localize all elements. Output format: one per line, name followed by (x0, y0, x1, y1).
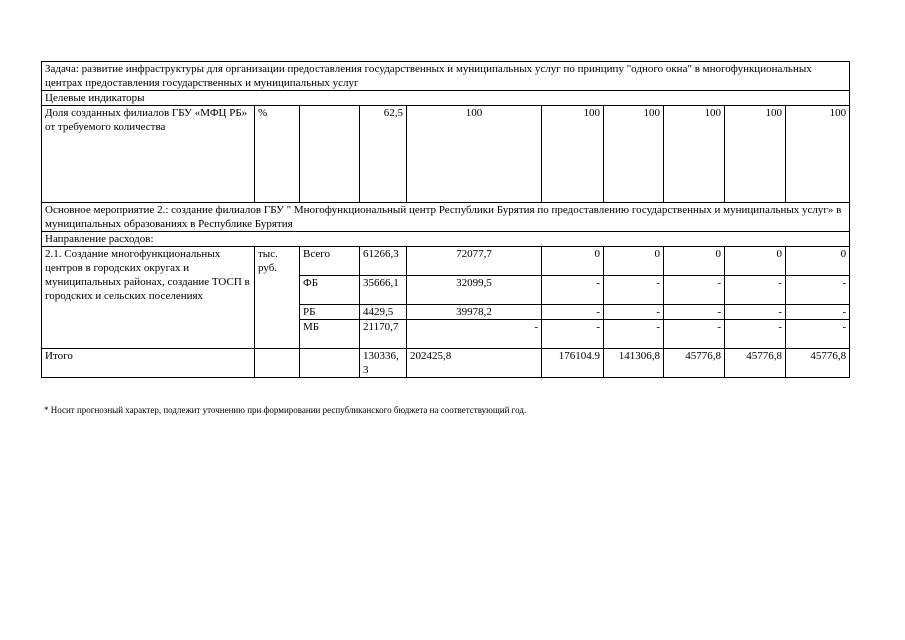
expense-value: 0 (604, 247, 664, 276)
total-label: Итого (42, 349, 255, 378)
total-value: 45776,8 (664, 349, 725, 378)
expense-value: 61266,3 (360, 247, 407, 276)
indicator-value: 100 (664, 106, 725, 203)
expense-value: - (786, 276, 850, 305)
total-value: 130336,3 (360, 349, 407, 378)
expense-value: - (664, 276, 725, 305)
task-cell: Задача: развитие инфраструктуры для организации предоставления государственных и муниципальных услуг по принципу "одного окна" в многофункциональных центрах предоставления государственных и муниципальных услуг (42, 62, 850, 91)
expense-value: 39978,2 (407, 305, 542, 320)
expense-value: - (786, 305, 850, 320)
expense-value: 0 (786, 247, 850, 276)
indicator-value: 100 (604, 106, 664, 203)
total-value: 202425,8 (407, 349, 542, 378)
expense-source: РБ (300, 305, 360, 320)
expenses-header: Направление расходов: (42, 232, 850, 247)
expense-value: - (542, 276, 604, 305)
expense-value: - (725, 276, 786, 305)
expense-value: 0 (664, 247, 725, 276)
expense-name: 2.1. Создание многофункциональных центров в городских округах и муниципальных районах, создание ТОСП в городских и сельских поселениях (42, 247, 255, 349)
expense-unit: тыс. руб. (255, 247, 300, 349)
expense-value: - (407, 320, 542, 349)
indicator-unit: % (255, 106, 300, 203)
total-unit (255, 349, 300, 378)
indicator-value: 62,5 (360, 106, 407, 203)
main-activity-cell: Основное мероприятие 2.: создание филиалов ГБУ " Многофункциональный центр Республики Бурятия по предоставлению государственных и муниципальных услуг» в муниципальных образованиях в Республике Бурятия (42, 203, 850, 232)
expense-value: - (604, 276, 664, 305)
expense-value: - (542, 320, 604, 349)
expense-value: - (664, 305, 725, 320)
expense-value: - (604, 305, 664, 320)
expense-value: 4429,5 (360, 305, 407, 320)
expense-value: - (604, 320, 664, 349)
indicator-name: Доля созданных филиалов ГБУ «МФЦ РБ» от требуемого количества (42, 106, 255, 203)
expense-value: 0 (542, 247, 604, 276)
expense-value: - (664, 320, 725, 349)
program-table (41, 61, 850, 378)
expense-value: 35666,1 (360, 276, 407, 305)
footnote: * Носит прогнозный характер, подлежит уточнению при формировании республиканского бюджета на соответствующий год. (44, 405, 527, 415)
expense-value: 72077,7 (407, 247, 542, 276)
total-value: 45776,8 (786, 349, 850, 378)
expense-value: - (725, 305, 786, 320)
expense-value: - (725, 320, 786, 349)
indicator-source (300, 106, 360, 203)
indicators-header: Целевые индикаторы (42, 91, 850, 106)
total-source (300, 349, 360, 378)
indicator-value: 100 (786, 106, 850, 203)
expense-source: МБ (300, 320, 360, 349)
total-value: 141306,8 (604, 349, 664, 378)
indicator-value: 100 (542, 106, 604, 203)
total-value: 176104.9 (542, 349, 604, 378)
expense-value: - (786, 320, 850, 349)
expense-value: 32099,5 (407, 276, 542, 305)
indicator-value: 100 (407, 106, 542, 203)
expense-source: Всего (300, 247, 360, 276)
total-value: 45776,8 (725, 349, 786, 378)
indicator-value: 100 (725, 106, 786, 203)
expense-value: - (542, 305, 604, 320)
expense-value: 21170,7 (360, 320, 407, 349)
expense-source: ФБ (300, 276, 360, 305)
expense-value: 0 (725, 247, 786, 276)
